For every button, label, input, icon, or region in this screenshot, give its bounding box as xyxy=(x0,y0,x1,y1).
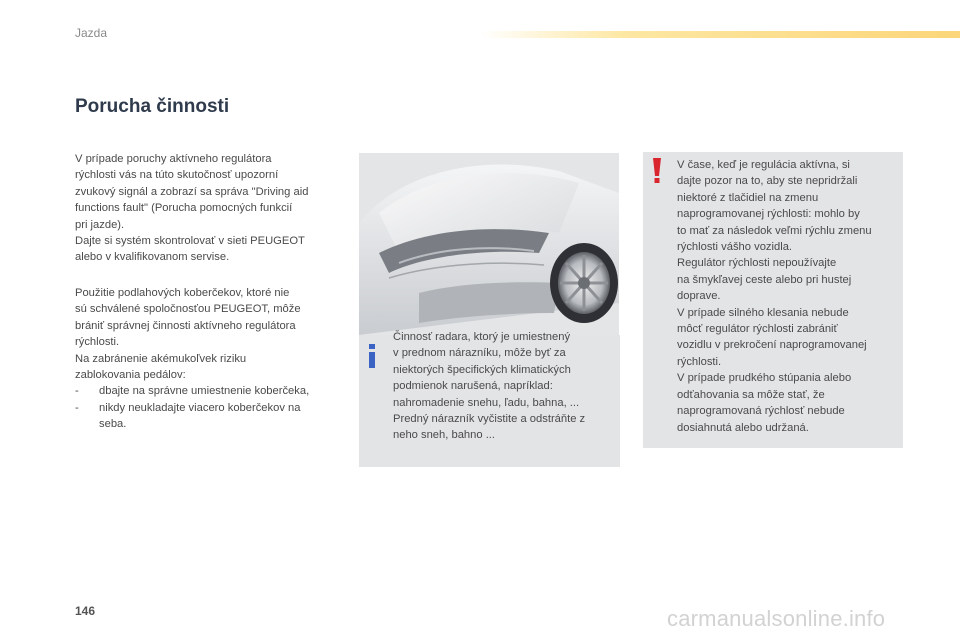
text-line: Na zabránenie akémukoľvek riziku xyxy=(75,352,247,365)
text-line: Činnosť radara, ktorý je umiestnený xyxy=(393,331,571,343)
text-line: neho sneh, bahno ... xyxy=(393,429,496,442)
section-label: Jazda xyxy=(75,26,108,40)
warning-note-text xyxy=(677,157,899,436)
text-line: Predný nárazník vyčistite a odstráňte z xyxy=(393,413,586,426)
text-line: nahromadenie snehu, ľadu, bahna, ... xyxy=(393,396,580,409)
text-line: V prípade prudkého stúpania alebo xyxy=(677,372,852,385)
text-line: na šmykľavej ceste alebo pri hustej xyxy=(677,273,852,286)
text-line: to mať za následok veľmi rýchlu zmenu xyxy=(677,224,872,237)
text-line: dajte pozor na to, aby ste nepridržali xyxy=(677,175,858,188)
fault-description xyxy=(75,151,345,266)
text-line: zvukový signál a zobrazí sa správa "Driving aid xyxy=(75,185,309,198)
warning-note-box xyxy=(643,152,903,448)
text-line: dosiahnutá alebo udržaná. xyxy=(677,421,809,434)
list-item xyxy=(75,400,345,433)
text-line: Regulátor rýchlosti nepoužívajte xyxy=(677,257,837,270)
car-front-image xyxy=(359,153,619,335)
exclamation-icon xyxy=(652,158,662,184)
text-line: pri jazde). xyxy=(75,218,125,231)
text-line: alebo v kvalifikovanom servise. xyxy=(75,251,230,264)
text-line: rýchlosti vášho vozidla. xyxy=(677,241,793,254)
text-line: naprogramovaná rýchlosť nebude xyxy=(677,405,845,418)
text-line: podmienok narušená, napríklad: xyxy=(393,380,553,393)
text-line: rýchlosti vás na túto skutočnosť upozorní xyxy=(75,169,279,182)
page-number: 146 xyxy=(75,604,96,618)
bullet-list xyxy=(75,383,345,432)
text-line: v prednom nárazníku, môže byť za xyxy=(393,347,566,360)
text-line: doprave. xyxy=(677,290,721,303)
text-line: brániť správnej činnosti aktívneho regulátora xyxy=(75,319,296,332)
bullet-dash: - xyxy=(75,401,79,414)
info-note-text xyxy=(393,329,615,444)
text-line: zablokovania pedálov: xyxy=(75,369,186,382)
page-title: Porucha činnosti xyxy=(75,96,230,117)
header-accent-bar xyxy=(480,31,960,38)
text-line: V prípade silného klesania nebude xyxy=(677,306,849,319)
bullet-dash: - xyxy=(75,385,79,398)
text-line: vozidlu v prekročení naprogramovanej xyxy=(677,339,867,352)
text-line: sú schválené spoločnosťou PEUGEOT, môže xyxy=(75,303,301,316)
text-line: Dajte si systém skontrolovať v sieti PEUGEOT xyxy=(75,235,305,248)
info-icon xyxy=(365,344,379,368)
text-line: rýchlosti. xyxy=(677,355,722,368)
list-item xyxy=(75,383,345,399)
text-line: V čase, keď je regulácia aktívna, si xyxy=(677,159,850,171)
text-line: Použitie podlahových koberčekov, ktoré nie xyxy=(75,287,290,299)
text-line: niektorých špecifických klimatických xyxy=(393,363,571,376)
text-line: rýchlosti. xyxy=(75,336,120,349)
text-line: V prípade poruchy aktívneho regulátora xyxy=(75,153,272,165)
bullet-text: seba. xyxy=(99,418,127,431)
text-line: môcť regulátor rýchlosti zabrániť xyxy=(677,323,838,336)
text-line: naprogramovanej rýchlosti: mohlo by xyxy=(677,208,860,221)
bullet-text: nikdy neukladajte viacero koberčekov na xyxy=(99,401,301,414)
info-note-box xyxy=(359,331,620,467)
text-line: odťahovania sa môže stať, že xyxy=(677,388,825,401)
floor-mat-notice xyxy=(75,285,345,433)
bullet-text: dbajte na správne umiestnenie koberčeka, xyxy=(99,385,310,398)
car-illustration xyxy=(359,153,619,335)
text-line: niektoré z tlačidiel na zmenu xyxy=(677,191,819,204)
text-line: functions fault" (Porucha pomocných funkcií xyxy=(75,202,293,215)
watermark: carmanualsonline.info xyxy=(667,606,886,631)
